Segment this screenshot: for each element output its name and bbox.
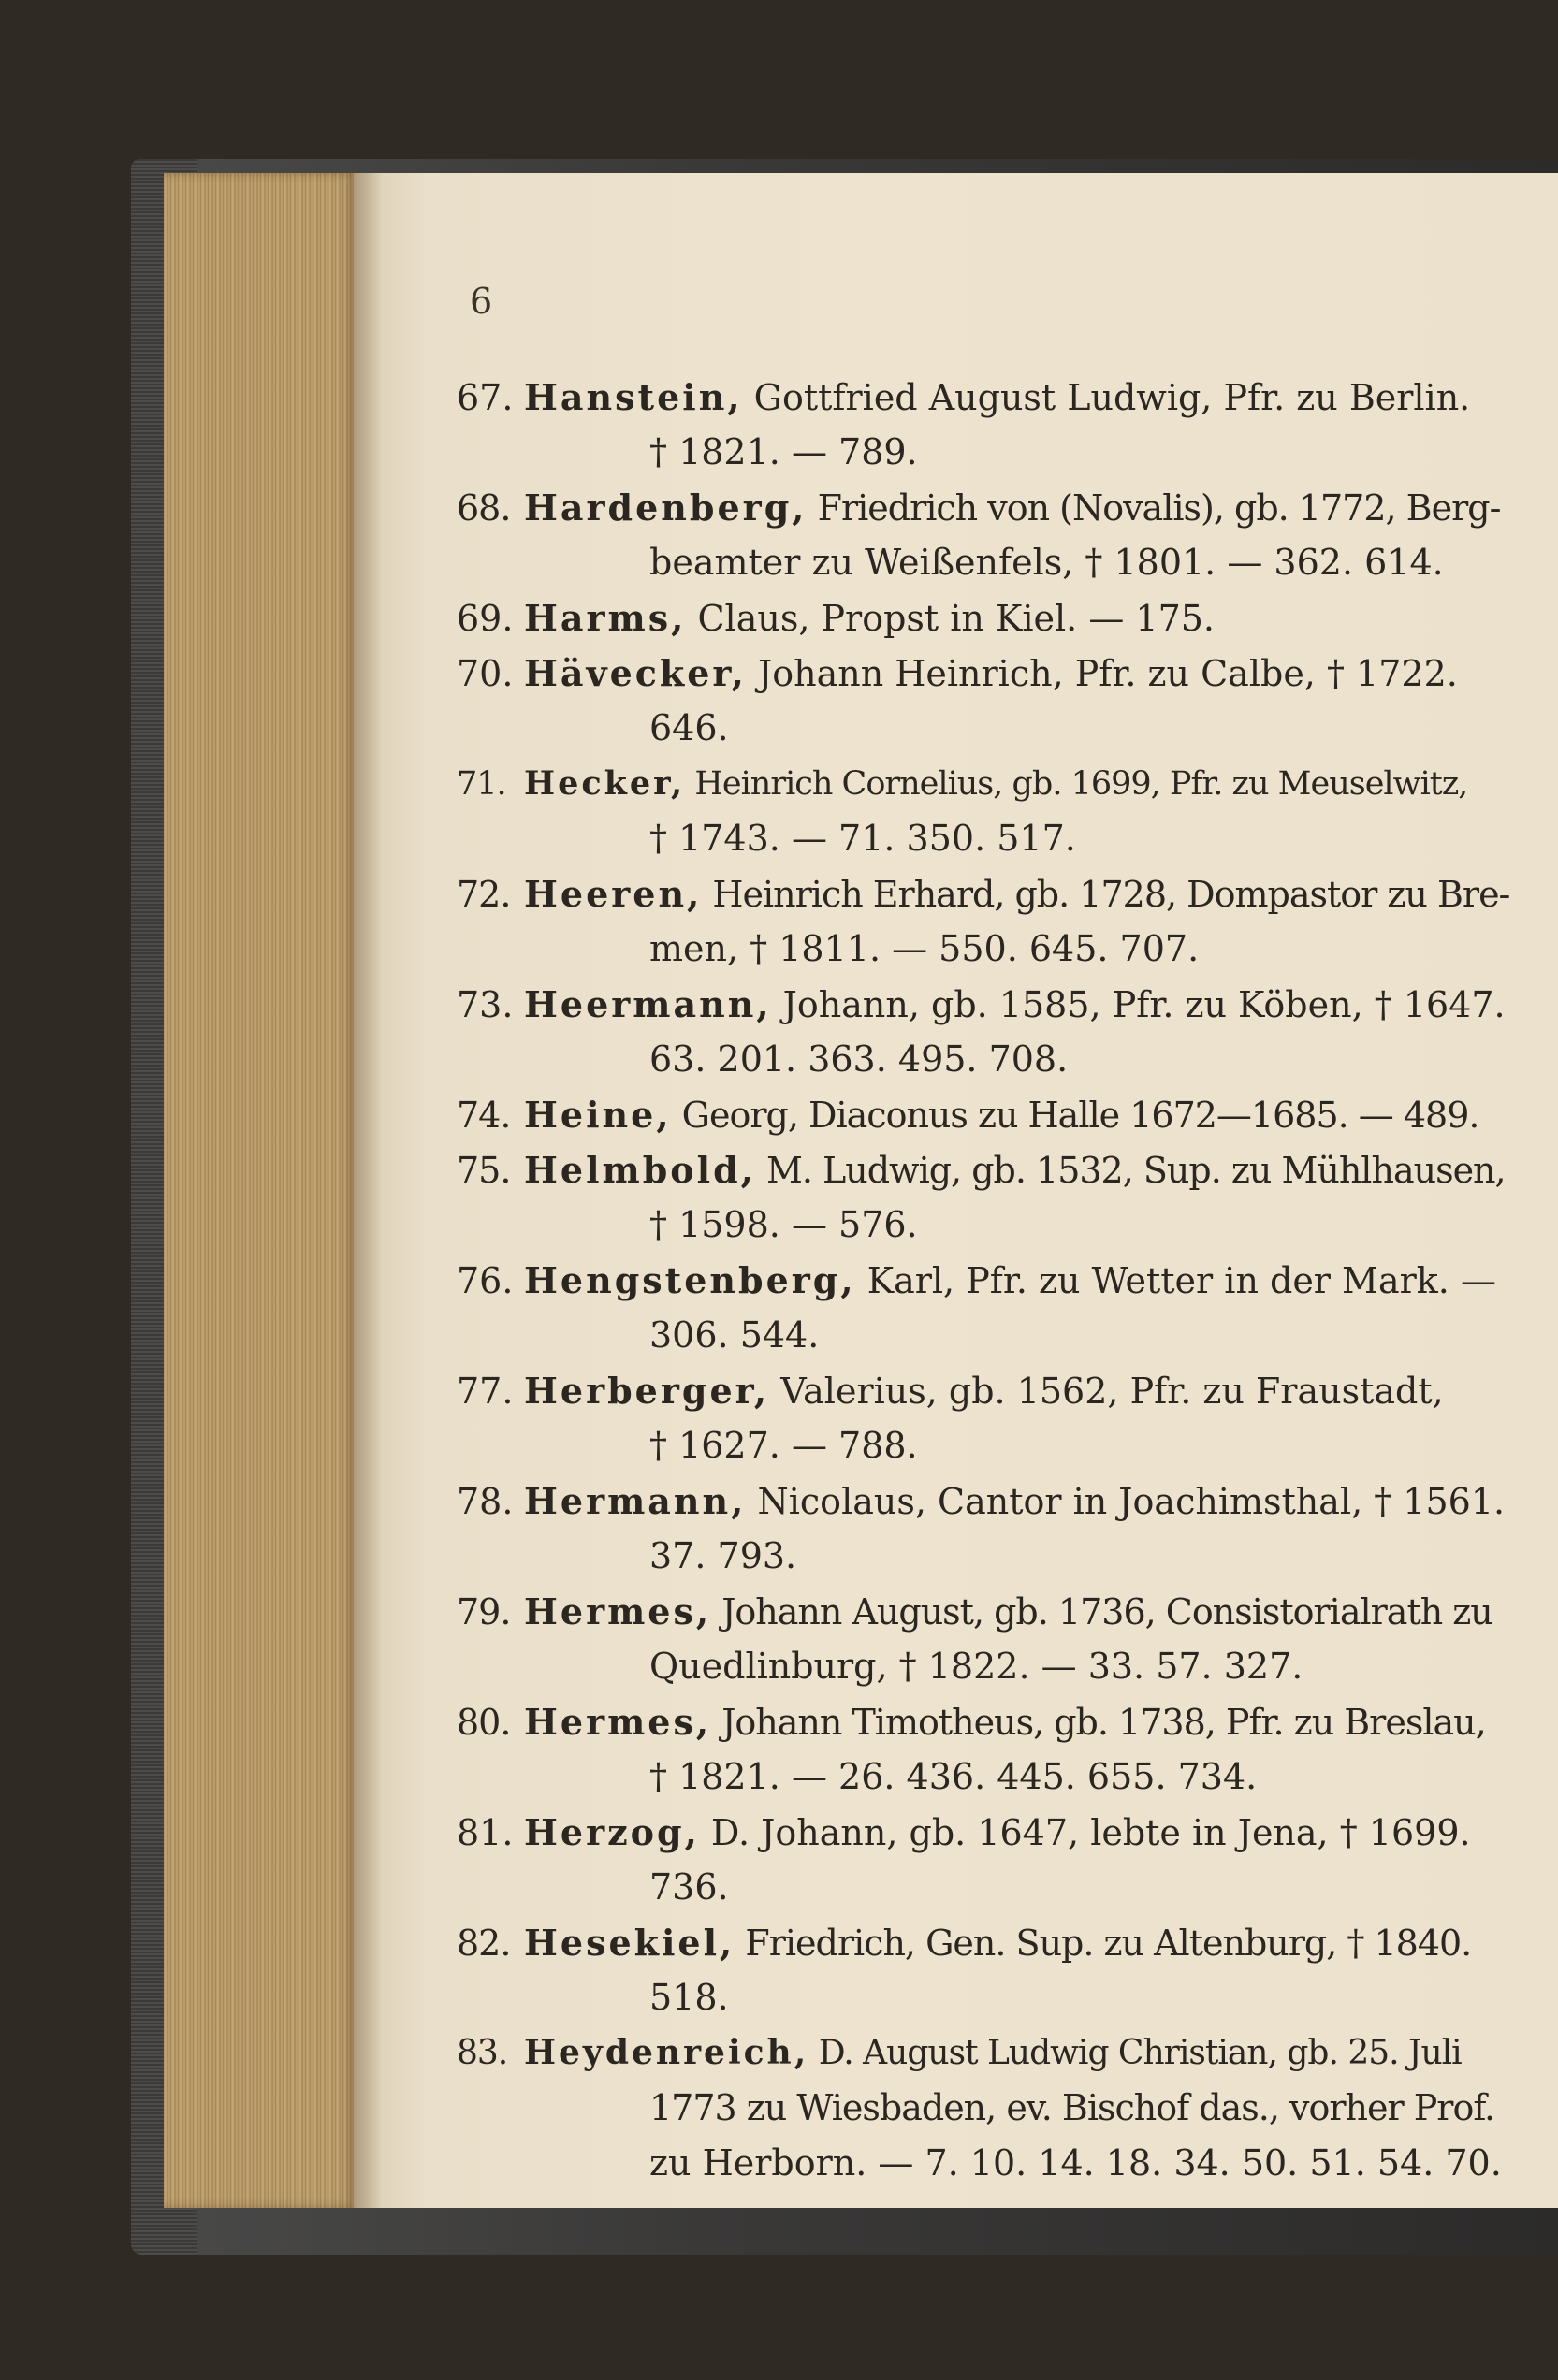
register-entry bbox=[457, 646, 1509, 756]
entry-line bbox=[457, 1253, 1509, 1308]
entry-text: † 1743. — 71. 350. 517. bbox=[649, 818, 1076, 859]
entry-text: Johann August, gb. 1736, Consistorialrath zu bbox=[711, 1591, 1492, 1633]
entry-text: 306. 544. bbox=[649, 1314, 820, 1356]
entry-number: 78. bbox=[457, 1481, 514, 1522]
entry-line bbox=[457, 1473, 1509, 1529]
register-entry bbox=[457, 1363, 1509, 1473]
entry-name: Heeren, bbox=[524, 873, 703, 915]
entry-text: Johann, gb. 1585, Pfr. zu Köben, † 1647. bbox=[771, 984, 1506, 1025]
entry-text: Nicolaus, Cantor in Joachimsthal, † 1561. bbox=[746, 1481, 1506, 1522]
register-entry bbox=[457, 1253, 1509, 1363]
entry-line bbox=[457, 1529, 1509, 1584]
entry-line bbox=[457, 370, 1509, 425]
entry-text: Friedrich, Gen. Sup. zu Altenburg, † 1840. bbox=[735, 1923, 1472, 1964]
entry-line bbox=[457, 1805, 1509, 1860]
entry-line bbox=[457, 590, 1509, 646]
entry-number: 83. bbox=[457, 2034, 508, 2072]
entry-text: beamter zu Weißenfels, † 1801. — 362. 614. bbox=[649, 542, 1444, 583]
entry-number: 79. bbox=[457, 1591, 511, 1633]
entry-line bbox=[457, 1584, 1509, 1639]
entry-name: Hecker, bbox=[524, 764, 686, 803]
register-entry bbox=[457, 370, 1509, 480]
register-entry bbox=[457, 756, 1509, 866]
register-entry bbox=[457, 1584, 1509, 1694]
entry-number: 75. bbox=[457, 1150, 511, 1191]
entry-text: Heinrich Cornelius, gb. 1699, Pfr. zu Meuselwitz, bbox=[685, 765, 1468, 803]
entry-name: Harms, bbox=[524, 597, 687, 639]
entry-text: Karl, Pfr. zu Wetter in der Mark. — bbox=[855, 1260, 1496, 1301]
register-entries bbox=[457, 370, 1509, 2191]
entry-text: 646. bbox=[649, 707, 729, 748]
entry-name: Hardenberg, bbox=[524, 486, 808, 529]
entry-line bbox=[457, 535, 1509, 590]
entry-line bbox=[457, 922, 1509, 977]
entry-text: M. Ludwig, gb. 1532, Sup. zu Mühlhausen, bbox=[755, 1150, 1506, 1191]
entry-text: Heinrich Erhard, gb. 1728, Dompastor zu Bre- bbox=[702, 874, 1510, 915]
entry-line bbox=[457, 646, 1509, 701]
entry-number: 71. bbox=[457, 765, 506, 803]
entry-line bbox=[457, 866, 1509, 922]
entry-line bbox=[457, 1363, 1509, 1418]
entry-line bbox=[457, 1639, 1509, 1694]
entry-number: 72. bbox=[457, 874, 511, 915]
entry-name: Heydenreich, bbox=[524, 2033, 809, 2072]
entry-line bbox=[457, 1087, 1509, 1142]
entry-text: 37. 793. bbox=[649, 1535, 797, 1576]
entry-name: Heermann, bbox=[524, 983, 772, 1025]
entry-text: 1773 zu Wiesbaden, ev. Bischof das., vorher Prof. bbox=[649, 2087, 1495, 2128]
entry-line bbox=[457, 1142, 1509, 1197]
entry-text: Johann Timotheus, gb. 1738, Pfr. zu Breslau, bbox=[711, 1702, 1486, 1743]
register-entry bbox=[457, 866, 1509, 977]
entry-number: 76. bbox=[457, 1260, 514, 1301]
entry-line bbox=[457, 811, 1509, 866]
register-entry bbox=[457, 1473, 1509, 1584]
entry-line bbox=[457, 1418, 1509, 1473]
register-entry bbox=[457, 1915, 1509, 2025]
entry-name: Hesekiel, bbox=[524, 1922, 735, 1964]
entry-line bbox=[457, 1032, 1509, 1087]
entry-line bbox=[457, 1197, 1509, 1253]
gutter-shadow bbox=[354, 173, 382, 2208]
entry-line bbox=[457, 977, 1509, 1032]
entry-name: Herzog, bbox=[524, 1811, 700, 1853]
entry-text: 63. 201. 363. 495. 708. bbox=[649, 1038, 1069, 1080]
entry-text: Friedrich von (Novalis), gb. 1772, Berg- bbox=[807, 487, 1501, 529]
entry-name: Hanstein, bbox=[524, 376, 743, 418]
entry-text: Quedlinburg, † 1822. — 33. 57. 327. bbox=[649, 1646, 1303, 1687]
register-entry bbox=[457, 1805, 1509, 1915]
entry-text: D. Johann, gb. 1647, lebte in Jena, † 1699. bbox=[699, 1812, 1471, 1853]
entry-number: 70. bbox=[457, 653, 514, 694]
entry-name: Hermann, bbox=[524, 1480, 747, 1522]
entry-text: Claus, Propst in Kiel. — 175. bbox=[686, 598, 1216, 639]
entry-line bbox=[457, 1694, 1509, 1749]
entry-text: men, † 1811. — 550. 645. 707. bbox=[649, 928, 1200, 969]
entry-number: 82. bbox=[457, 1923, 511, 1964]
register-entry bbox=[457, 977, 1509, 1087]
register-entry bbox=[457, 2025, 1509, 2191]
register-entry bbox=[457, 1087, 1509, 1142]
entry-number: 68. bbox=[457, 487, 511, 529]
entry-text: D. August Ludwig Christian, gb. 25. Juli bbox=[808, 2034, 1462, 2072]
entry-name: Hermes, bbox=[524, 1701, 712, 1743]
entry-line bbox=[457, 701, 1509, 756]
entry-line bbox=[457, 2025, 1509, 2081]
entry-line bbox=[457, 756, 1509, 811]
entry-line bbox=[457, 1970, 1509, 2025]
entry-line bbox=[457, 1749, 1509, 1805]
entry-text: † 1821. — 26. 436. 445. 655. 734. bbox=[649, 1756, 1258, 1797]
entry-name: Hengstenberg, bbox=[524, 1259, 856, 1301]
entry-number: 77. bbox=[457, 1371, 514, 1412]
entry-line bbox=[457, 2136, 1509, 2191]
entry-number: 80. bbox=[457, 1702, 511, 1743]
entry-name: Herberger, bbox=[524, 1370, 770, 1412]
entry-text: † 1627. — 788. bbox=[649, 1425, 918, 1466]
entry-number: 73. bbox=[457, 984, 514, 1025]
entry-line bbox=[457, 2081, 1509, 2136]
entry-text: Valerius, gb. 1562, Pfr. zu Fraustadt, bbox=[769, 1371, 1444, 1412]
register-entry bbox=[457, 480, 1509, 590]
register-entry bbox=[457, 590, 1509, 646]
entry-name: Heine, bbox=[524, 1094, 672, 1136]
entry-number: 67. bbox=[457, 377, 514, 418]
entry-text: 736. bbox=[649, 1866, 729, 1908]
entry-number: 81. bbox=[457, 1812, 514, 1853]
page-number: 6 bbox=[470, 281, 493, 322]
entry-line bbox=[457, 480, 1509, 535]
entry-line bbox=[457, 1915, 1509, 1970]
entry-line bbox=[457, 1308, 1509, 1363]
entry-line bbox=[457, 425, 1509, 480]
register-entry bbox=[457, 1142, 1509, 1253]
entry-text: zu Herborn. — 7. 10. 14. 18. 34. 50. 51. 54. 70. bbox=[649, 2142, 1502, 2184]
entry-text: Johann Heinrich, Pfr. zu Calbe, † 1722. bbox=[746, 653, 1458, 694]
entry-number: 69. bbox=[457, 598, 514, 639]
page-edges bbox=[164, 173, 356, 2208]
entry-text: 518. bbox=[649, 1977, 729, 2018]
register-entry bbox=[457, 1694, 1509, 1805]
entry-name: Hävecker, bbox=[524, 652, 747, 694]
entry-line bbox=[457, 1860, 1509, 1915]
entry-name: Helmbold, bbox=[524, 1149, 756, 1191]
entry-text: Georg, Diaconus zu Halle 1672—1685. — 489. bbox=[671, 1095, 1479, 1136]
entry-text: † 1598. — 576. bbox=[649, 1204, 918, 1245]
entry-number: 74. bbox=[457, 1095, 511, 1136]
entry-name: Hermes, bbox=[524, 1590, 712, 1633]
entry-text: Gottfried August Ludwig, Pfr. zu Berlin. bbox=[742, 377, 1471, 418]
entry-text: † 1821. — 789. bbox=[649, 431, 918, 472]
